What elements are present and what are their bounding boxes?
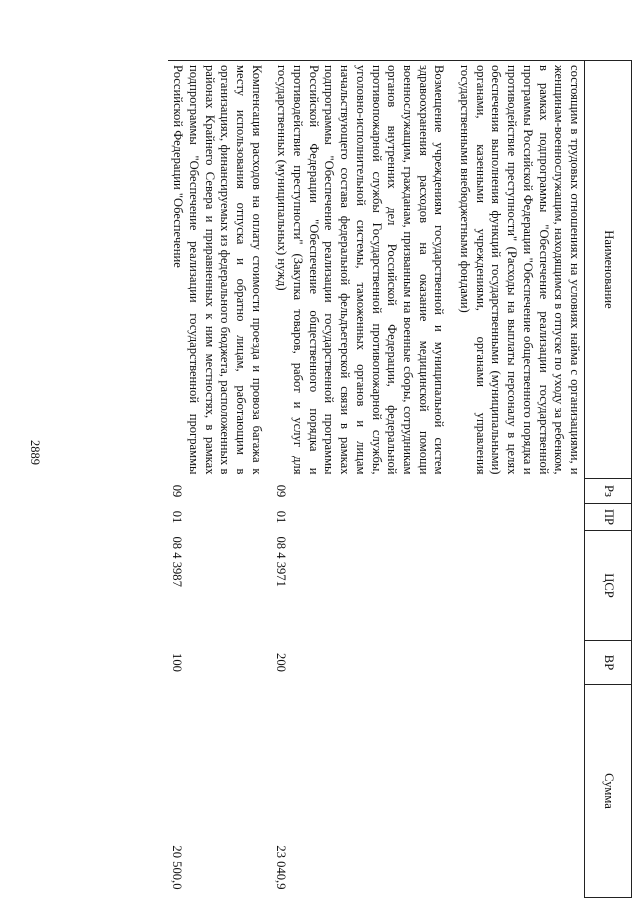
row-vr: 100 — [170, 653, 185, 672]
row-csr — [455, 531, 584, 641]
row-name: Возмещение учреждениям государственной и муниципальной систем здравоохранения расходов на оказание медицинской помощи военнослужащим, гражданам, призванным на военные сборы, сотрудникам органов внутренних дел Российской Федерации, федеральной противопожарной службы Государственной противопожарной службы, уголовно-исполнительной системы, таможенных органов и лицам начальствующего состава федеральной фельдъегерской связи в рамках подпрограммы "Обеспечение реализации государственной программы Российской Федерации "Обеспечение общественного порядка и противодействие преступности" (Закупка товаров, работ и услуг для государственных (муниципальных) нужд) — [273, 61, 456, 479]
table-row — [273, 61, 456, 898]
row-sum: 20 500,0 — [170, 845, 185, 890]
page-number: 2889 — [28, 440, 42, 465]
header-sum: Сумма — [585, 685, 632, 898]
row-csr: 08 4 3987 — [170, 536, 185, 587]
row-sum: 23 040,9 — [274, 845, 289, 890]
header-csr: ЦСР — [585, 531, 632, 641]
row-rz: 09 — [274, 484, 289, 498]
row-csr: 08 4 3971 — [274, 536, 289, 587]
row-vr: 200 — [274, 653, 289, 672]
row-pr: 01 — [274, 510, 289, 524]
table-row — [455, 61, 584, 898]
header-rz: Рз — [585, 479, 632, 504]
row-rz: 09 — [170, 484, 185, 498]
row-rz — [455, 479, 584, 504]
row-name: Компенсация расходов на оплату стоимости проезда и провоза багажа к месту использования отпуска и обратно лицам, работающим в организациях, финансируемых из федерального бюджета, расположенных в районах Крайнего Севера и приравненных к ним местностях, в рамках подпрограммы "Обеспечение реализации государственной программы Российской Федерации "Обеспечение — [168, 61, 272, 479]
row-pr: 01 — [170, 510, 185, 524]
row-sum — [455, 685, 584, 898]
table-row — [168, 61, 272, 898]
row-name: состоящим в трудовых отношениях на условиях найма с организациями, и женщинам-военнослужащим, находящимся в отпуске по уходу за ребенком, в рамках подпрограммы "Обеспечение реализации государственной программы Российской Федерации "Обеспечение общественного порядка и противодействие преступности" (Расходы на выплаты персоналу в целях обеспечения выполнения функций государственными (муниципальными) органами, казенными учреждениями, органами управления государственными внебюджетными фондами) — [455, 61, 584, 479]
header-pr: ПР — [585, 504, 632, 531]
table-header-row — [585, 61, 632, 898]
budget-table — [168, 60, 632, 898]
row-pr — [455, 504, 584, 531]
header-name: Наименование — [585, 61, 632, 479]
row-vr — [455, 641, 584, 685]
header-vr: ВР — [585, 641, 632, 685]
